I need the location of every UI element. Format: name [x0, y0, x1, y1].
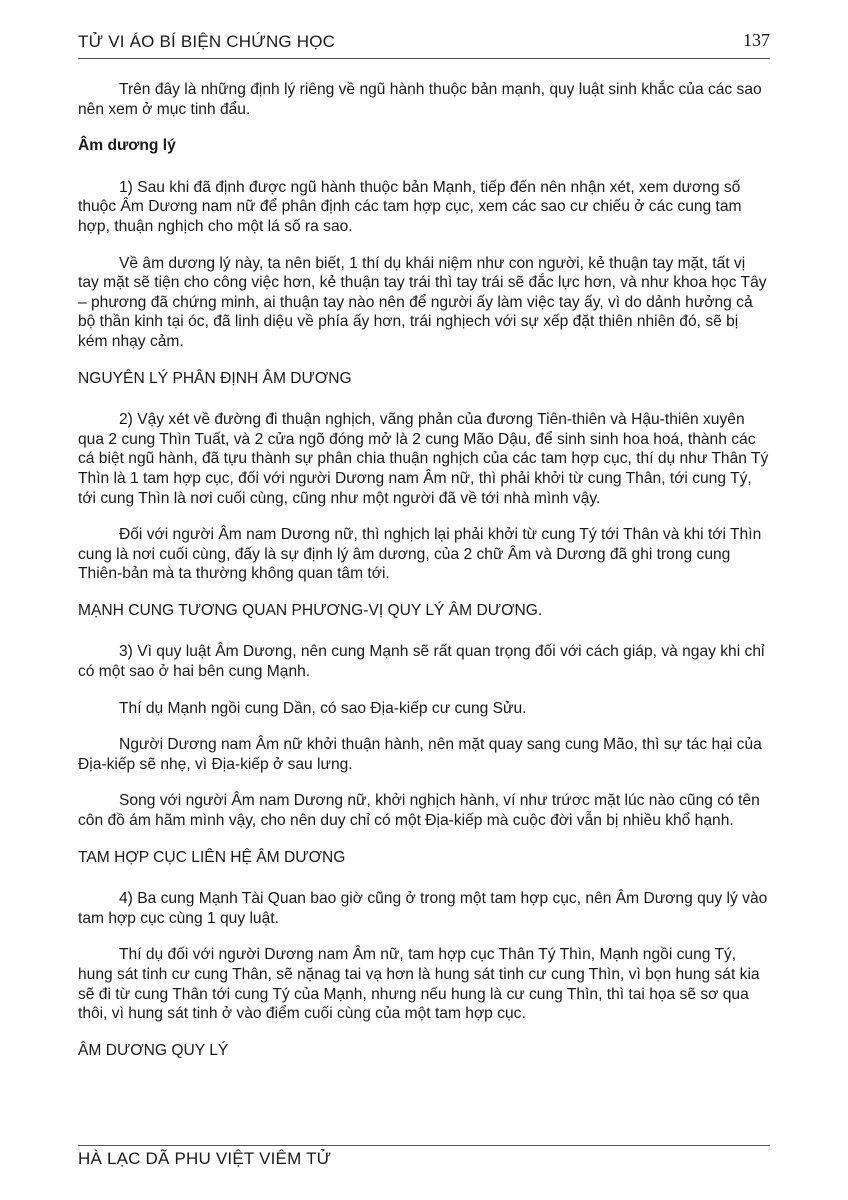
paragraph-duong-nam: Người Dương nam Âm nữ khởi thuận hành, nên mặt quay sang cung Mão, thì sự tác hại của Địa-kiếp sẽ nhẹ, vì Địa-kiếp ở sau lưng.: [78, 736, 762, 773]
paragraph-am-nam-duong-nu: Đối với người Âm nam Dương nữ, thì nghịch lại phải khởi từ cung Tý tới Thân và khi tới Thìn cung là nơi cuối cùng, đấy là sự định lý âm dương, của 2 chữ Âm và Dương đã ghi trong cung Thiên-bản mà ta thường không quan tâm tới.: [78, 526, 762, 583]
paragraph-4: 4) Ba cung Mạnh Tài Quan bao giờ cũng ở trong một tam hợp cục, nên Âm Dương quy lý vào tam hợp cục cùng 1 quy luật.: [78, 890, 768, 927]
paragraph-example-dan: Thí dụ Mạnh ngồi cung Dần, có sao Địa-kiếp cư cung Sửu.: [119, 699, 527, 717]
page-header: [78, 30, 770, 59]
paragraph-2: 2) Vậy xét về đường đi thuận nghịch, vãng phản của đương Tiên-thiên và Hậu-thiên xuyên qua 2 cung Thìn Tuất, và 2 cửa ngõ đóng mở là 2 cung Mão Dậu, để sinh sinh hoa hoá, thành các cá biệt ngũ hành, đã tựu thành sự phân chia thuận nghịch của các tam hợp cục, thí dụ như Thân Tý Thìn là 1 tam hợp cục, đối với người Dương nam Âm nữ, thì phải khởi từ cung Thân, tới cung Tý, tới cung Thìn là nơi cuối cùng, cũng như một người đã về tới nhà mình vậy.: [78, 411, 769, 507]
book-title: TỬ VI ÁO BÍ BIỆN CHỨNG HỌC: [78, 32, 336, 51]
section-heading-nguyen-ly: NGUYÊN LÝ PHÂN ĐỊNH ÂM DƯƠNG: [78, 369, 352, 387]
section-heading-am-duong-quy-ly: ÂM DƯƠNG QUY LÝ: [78, 1041, 229, 1059]
paragraph-intro: Trên đây là những định lý riêng về ngũ hành thuộc bản mạnh, quy luật sinh khắc của các sao nên xem ở mục tinh đẩu.: [78, 81, 762, 118]
author-name: HÀ LẠC DÃ PHU VIỆT VIÊM TỬ: [78, 1149, 332, 1168]
section-heading-am-duong-ly: Âm dương lý: [78, 137, 176, 155]
paragraph-song-voi: Song với người Âm nam Dương nữ, khởi nghịch hành, ví như trứơc mặt lúc nào cũng có tên côn đồ ám hãm mình vậy, cho nên duy chỉ có một Địa-kiếp mà cuộc đời vẫn bị nhiều khổ hạnh.: [78, 792, 760, 830]
section-heading-tam-hop: TAM HỢP CỤC LIÊN HỆ ÂM DƯƠNG: [78, 848, 346, 866]
page-content: [78, 80, 770, 1082]
section-heading-manh-cung: MẠNH CUNG TƯƠNG QUAN PHƯƠNG-VỊ QUY LÝ ÂM DƯƠNG.: [78, 601, 543, 619]
paragraph-example-than-ty-thin: Thí dụ đối với người Dương nam Âm nữ, tam hợp cục Thân Tý Thìn, Mạnh ngồi cung Tý, hung sát tinh cư cung Thân, sẽ nặnag tai vạ hơn là hung sát tinh cư cung Thìn, vì bọn hung sát kia sẽ đi từ cung Thân tới cung Tý của Mạnh, nhưng nếu hung là cư cung Thìn, thì tai họa sẽ sơ qua thôi, vì hung sát tinh ở vào điểm cuối cùng của một tam hợp cục.: [78, 946, 760, 1023]
page-footer: [78, 1145, 770, 1169]
paragraph-3: 3) Vì quy luật Âm Dương, nên cung Mạnh sẽ rất quan trọng đối với cách giáp, và ngay khi chỉ có một sao ở hai bên cung Mạnh.: [78, 643, 765, 681]
paragraph-1: 1) Sau khi đã định được ngũ hành thuộc bản Mạnh, tiếp đến nên nhận xét, xem dương số thuộc Âm Dương nam nữ để phân định các tam hợp cục, xem các sao cư chiếu ở các cung tam hợp, thuận nghịch cho một lá số ra sao.: [78, 178, 742, 235]
paragraph-am-duong-ly-detail: Về âm dương lý này, ta nên biết, 1 thí dụ khái niệm như con người, kẻ thuận tay mặt, tất vị tay mặt sẽ tiện cho công việc hơn, kẻ thuận tay trái thì tay trái sẽ đắc lực hơn, và như khoa học Tây – phương đã chứng minh, ai thuận tay nào nên để người ấy làm việc tay ấy, vì do dảnh hưởng cả bộ thần kinh tại óc, đã linh diệu về phía ấy hơn, trái nghịech với sự xếp đặt thiên nhiên đó, sẽ bị kém nhạy cảm.: [78, 254, 767, 350]
page-number: 137: [743, 30, 770, 50]
